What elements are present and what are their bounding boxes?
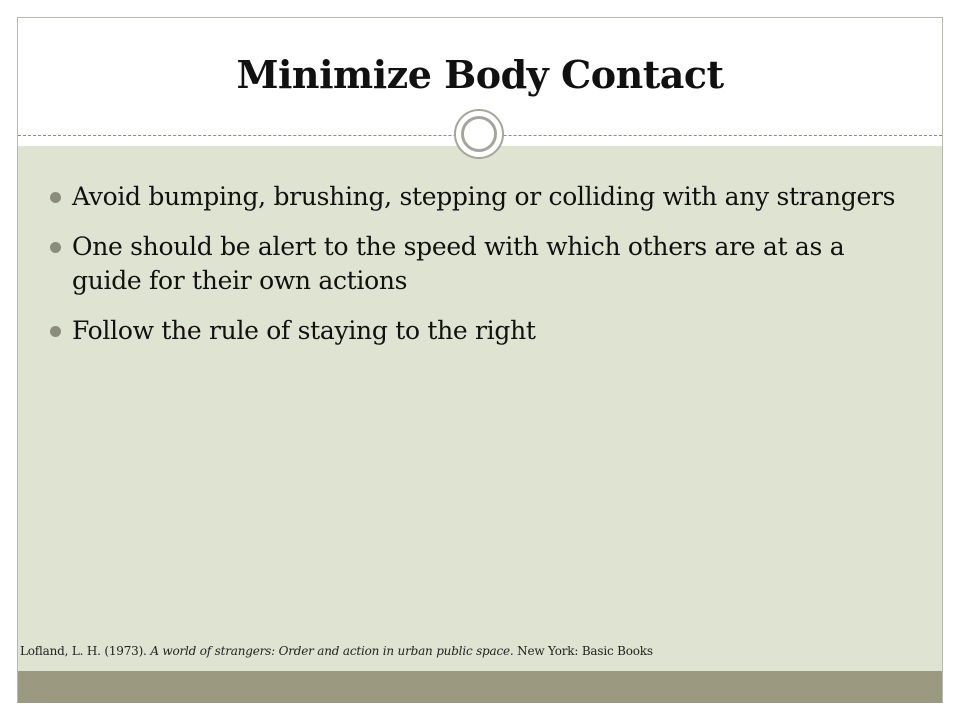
double-ring-ornament-icon [454, 109, 504, 159]
bullet-dot-icon [50, 326, 61, 337]
slide-title: Minimize Body Contact [236, 52, 724, 97]
citation-author: Lofland, L. H. (1973). [20, 644, 147, 658]
bullet-list [48, 180, 918, 364]
citation-publisher: New York: Basic Books [517, 644, 653, 658]
bullet-text: Avoid bumping, brushing, stepping or colliding with any strangers [72, 182, 896, 211]
bullet-dot-icon [50, 242, 61, 253]
bullet-text: One should be alert to the speed with which others are at as a guide for their own actions [72, 232, 845, 295]
bullet-text: Follow the rule of staying to the right [72, 316, 536, 345]
bottom-band [18, 671, 942, 703]
bullet-dot-icon [50, 192, 61, 203]
slide-frame [17, 17, 943, 703]
ornament-inner-ring [461, 116, 497, 152]
bullet-item [48, 230, 918, 298]
citation [20, 644, 940, 658]
bullet-item [48, 314, 918, 348]
citation-work-title: A world of strangers: Order and action in urban public space. [150, 644, 514, 658]
bullet-item [48, 180, 918, 214]
